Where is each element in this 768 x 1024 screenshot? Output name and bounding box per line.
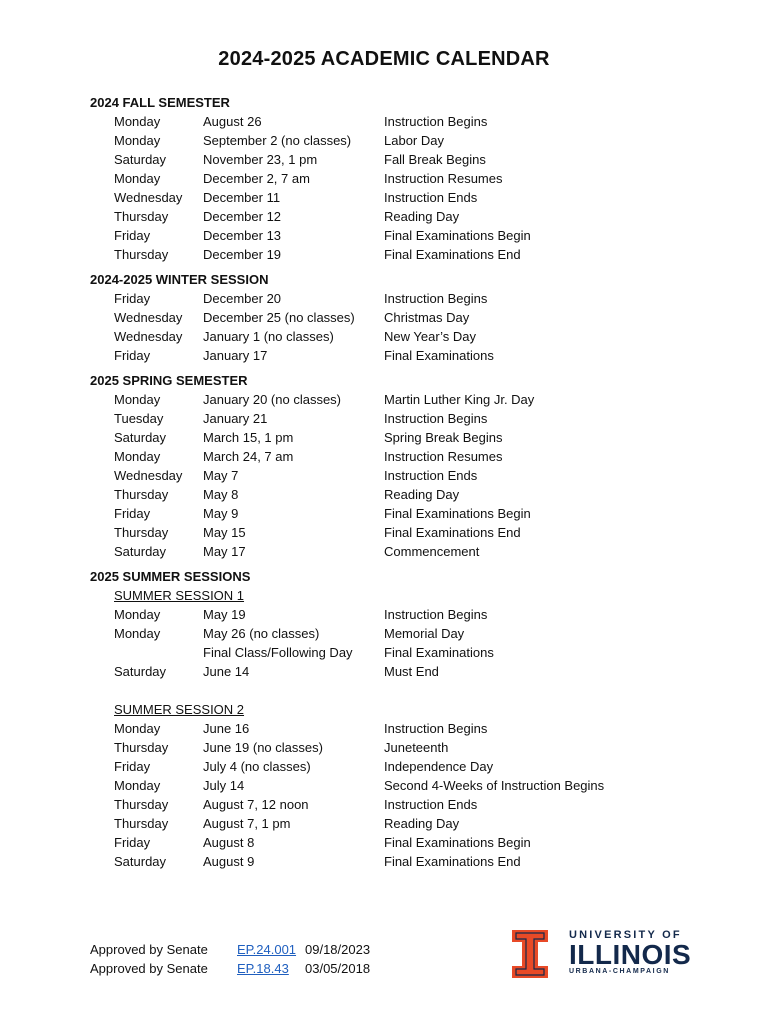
row-day: Friday	[114, 835, 151, 850]
section-title: 2024 FALL SEMESTER	[90, 95, 230, 110]
row-date: June 19 (no classes)	[203, 740, 323, 755]
calendar-row	[114, 776, 710, 795]
row-date: May 17	[203, 544, 246, 559]
calendar-row	[90, 428, 710, 447]
calendar-row	[90, 466, 710, 485]
calendar-row	[114, 738, 710, 757]
row-day: Thursday	[114, 797, 169, 812]
subsection-title: SUMMER SESSION 1	[114, 588, 245, 603]
calendar-row	[90, 327, 710, 346]
row-day: Wednesday	[114, 329, 183, 344]
row-event: Instruction Resumes	[384, 449, 503, 464]
row-date: May 7	[203, 468, 239, 483]
calendar-row	[90, 409, 710, 428]
row-date: August 9	[203, 854, 255, 869]
row-day: Monday	[114, 721, 161, 736]
row-date: May 19	[203, 607, 246, 622]
section-title: 2024-2025 WINTER SESSION	[90, 272, 269, 287]
row-date: June 16	[203, 721, 250, 736]
subsection-spacer	[90, 681, 710, 700]
row-day: Thursday	[114, 525, 169, 540]
calendar-section	[90, 371, 710, 561]
row-event: Instruction Begins	[384, 607, 488, 622]
calendar-row	[114, 852, 710, 871]
row-day: Friday	[114, 759, 151, 774]
row-date: December 12	[203, 209, 282, 224]
calendar-row	[114, 833, 710, 852]
row-day: Wednesday	[114, 468, 183, 483]
calendar-row	[114, 757, 710, 776]
row-date: December 20	[203, 291, 282, 306]
row-day: Monday	[114, 607, 161, 622]
row-day: Saturday	[114, 854, 167, 869]
row-event: Final Examinations Begin	[384, 506, 531, 521]
calendar-row	[114, 719, 710, 738]
row-day: Thursday	[114, 740, 169, 755]
row-day: Tuesday	[114, 411, 164, 426]
row-date: December 19	[203, 247, 282, 262]
row-date: August 7, 1 pm	[203, 816, 291, 831]
row-event: Instruction Begins	[384, 291, 488, 306]
calendar-row	[114, 643, 710, 662]
calendar-row	[114, 624, 710, 643]
row-day: Saturday	[114, 152, 167, 167]
row-day: Saturday	[114, 430, 167, 445]
row-day: Wednesday	[114, 190, 183, 205]
row-day: Monday	[114, 392, 161, 407]
row-date: June 14	[203, 664, 250, 679]
row-event: Instruction Ends	[384, 468, 478, 483]
row-event: Reading Day	[384, 816, 460, 831]
subsection-title: SUMMER SESSION 2	[114, 702, 245, 717]
row-day: Monday	[114, 114, 161, 129]
row-date: May 9	[203, 506, 239, 521]
page-title: 2024-2025 ACADEMIC CALENDAR	[218, 48, 550, 70]
calendar-row	[90, 289, 710, 308]
calendar-row	[114, 814, 710, 833]
calendar-row	[90, 245, 710, 264]
block-i-outer	[512, 930, 548, 978]
row-event: Final Examinations Begin	[384, 228, 531, 243]
row-event: Instruction Ends	[384, 797, 478, 812]
calendar-section	[90, 567, 710, 871]
calendar-section	[90, 270, 710, 365]
row-event: Independence Day	[384, 759, 494, 774]
calendar-row	[90, 523, 710, 542]
row-event: Final Examinations End	[384, 854, 521, 869]
row-event: Juneteenth	[384, 740, 449, 755]
calendar-row	[90, 150, 710, 169]
approval-link[interactable]: EP.18.43	[237, 961, 289, 976]
row-date: July 4 (no classes)	[203, 759, 311, 774]
row-day: Thursday	[114, 816, 169, 831]
row-event: Christmas Day	[384, 310, 470, 325]
approval-label: Approved by Senate	[90, 961, 208, 976]
row-day: Monday	[114, 778, 161, 793]
row-day: Saturday	[114, 664, 167, 679]
calendar	[90, 93, 710, 877]
row-event: Final Examinations	[384, 645, 494, 660]
row-date: Final Class/Following Day	[203, 645, 353, 660]
row-date: December 11	[203, 190, 281, 205]
section-title: 2025 SUMMER SESSIONS	[90, 569, 251, 584]
block-i-logo-icon	[512, 930, 548, 978]
logo-university-of: UNIVERSITY OF	[569, 929, 682, 941]
row-event: Commencement	[384, 544, 480, 559]
row-date: August 8	[203, 835, 255, 850]
row-event: Final Examinations End	[384, 247, 521, 262]
row-date: January 21	[203, 411, 268, 426]
row-event: Must End	[384, 664, 439, 679]
row-event: Martin Luther King Jr. Day	[384, 392, 535, 407]
row-day: Friday	[114, 506, 151, 521]
calendar-row	[90, 346, 710, 365]
calendar-row	[90, 390, 710, 409]
calendar-row	[90, 226, 710, 245]
row-day: Monday	[114, 449, 161, 464]
row-day: Wednesday	[114, 310, 183, 325]
row-date: May 8	[203, 487, 239, 502]
row-event: Final Examinations End	[384, 525, 521, 540]
row-day: Thursday	[114, 209, 169, 224]
row-event: Instruction Ends	[384, 190, 478, 205]
row-event: Instruction Begins	[384, 721, 488, 736]
row-day: Monday	[114, 133, 161, 148]
approval-label: Approved by Senate	[90, 942, 208, 957]
row-day: Friday	[114, 348, 151, 363]
row-date: December 2, 7 am	[203, 171, 310, 186]
row-event: Instruction Resumes	[384, 171, 503, 186]
row-date: January 1 (no classes)	[203, 329, 334, 344]
row-day: Saturday	[114, 544, 167, 559]
calendar-section	[90, 93, 710, 264]
row-event: Instruction Begins	[384, 411, 488, 426]
row-date: August 26	[203, 114, 262, 129]
row-date: December 25 (no classes)	[203, 310, 355, 325]
calendar-row	[90, 188, 710, 207]
approval-date: 03/05/2018	[305, 961, 371, 976]
calendar-row	[90, 169, 710, 188]
row-event: Reading Day	[384, 209, 460, 224]
row-date: July 14	[203, 778, 245, 793]
row-date: December 13	[203, 228, 282, 243]
row-day: Friday	[114, 291, 151, 306]
row-day: Thursday	[114, 247, 169, 262]
calendar-subsection	[114, 586, 710, 681]
row-date: January 20 (no classes)	[203, 392, 342, 407]
calendar-row	[90, 504, 710, 523]
row-event: Memorial Day	[384, 626, 465, 641]
row-date: May 15	[203, 525, 246, 540]
calendar-row	[90, 485, 710, 504]
row-event: Final Examinations Begin	[384, 835, 531, 850]
university-logo	[512, 928, 712, 980]
calendar-row	[90, 308, 710, 327]
calendar-row	[114, 605, 710, 624]
row-day: Friday	[114, 228, 151, 243]
row-event: Labor Day	[384, 133, 444, 148]
row-event: Fall Break Begins	[384, 152, 486, 167]
calendar-row	[90, 447, 710, 466]
approval-date: 09/18/2023	[305, 942, 371, 957]
calendar-row	[90, 112, 710, 131]
row-day: Monday	[114, 626, 161, 641]
section-title: 2025 SPRING SEMESTER	[90, 373, 248, 388]
row-event: New Year’s Day	[384, 329, 477, 344]
row-event: Second 4-Weeks of Instruction Begins	[384, 778, 605, 793]
approval-link[interactable]: EP.24.001	[237, 942, 297, 957]
calendar-row	[114, 662, 710, 681]
calendar-row	[90, 207, 710, 226]
logo-illinois: ILLINOIS	[569, 939, 692, 970]
row-date: May 26 (no classes)	[203, 626, 320, 641]
row-day: Thursday	[114, 487, 169, 502]
calendar-row	[90, 542, 710, 561]
calendar-row	[90, 131, 710, 150]
row-date: November 23, 1 pm	[203, 152, 318, 167]
row-event: Reading Day	[384, 487, 460, 502]
row-date: January 17	[203, 348, 268, 363]
row-event: Spring Break Begins	[384, 430, 503, 445]
calendar-subsection	[114, 700, 710, 871]
row-date: September 2 (no classes)	[203, 133, 352, 148]
calendar-row	[114, 795, 710, 814]
row-day: Monday	[114, 171, 161, 186]
row-event: Instruction Begins	[384, 114, 488, 129]
row-date: August 7, 12 noon	[203, 797, 309, 812]
logo-urbana-champaign: URBANA-CHAMPAIGN	[569, 968, 670, 975]
row-date: March 15, 1 pm	[203, 430, 294, 445]
row-date: March 24, 7 am	[203, 449, 294, 464]
row-event: Final Examinations	[384, 348, 494, 363]
